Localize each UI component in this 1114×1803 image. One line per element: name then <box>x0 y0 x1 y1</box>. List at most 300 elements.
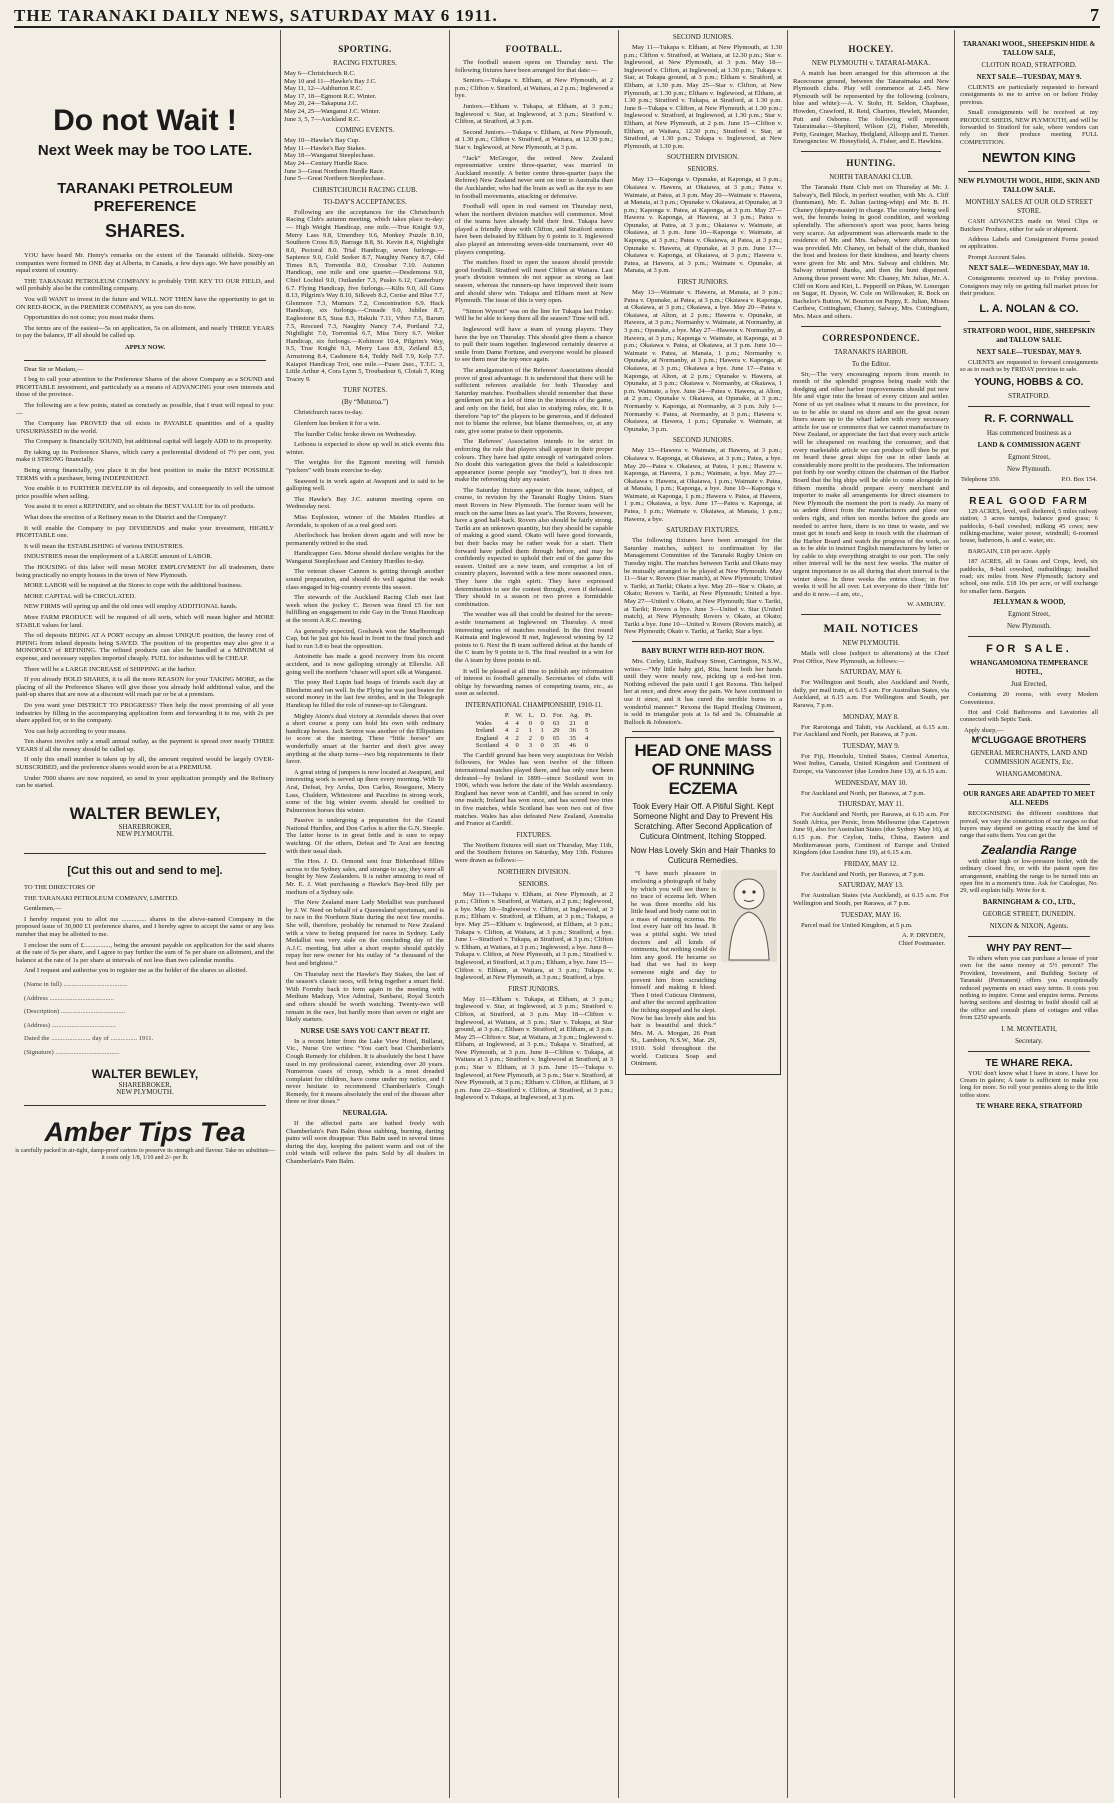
paragraph: If only this small number is taken up by all, the amount required would be largely OVER-SUBSCRIBED, and the preference shares would soon be at a PREMIUM. <box>16 756 274 772</box>
amber-tips-heading: Amber Tips Tea <box>44 1116 246 1147</box>
turf-byline: (By “Muturoa.”) <box>341 398 389 407</box>
paragraph: Under 7000 shares are now required, so send in your application promptly and the Refinery can be started. <box>16 774 274 790</box>
column-rule <box>280 30 281 1798</box>
jellyman-name: JELLYMAN & WOOD, <box>992 598 1066 607</box>
np-wool-sub: MONTHLY SALES AT OUR OLD STREET STORE. <box>965 198 1093 216</box>
paragraph: More FARM PRODUCE will be required of all sorts, which will mean higher and MORE STABLE values for land. <box>16 613 274 629</box>
divider <box>968 784 1090 785</box>
correspondence-heading: CORRESPONDENCE. <box>822 332 920 343</box>
for-sale-heading: FOR SALE. <box>986 643 1072 656</box>
coming-events-heading: COMING EVENTS. <box>335 126 395 135</box>
fixture-list <box>284 70 446 123</box>
paragraph: Seaweed is in work again at Awapuni and is said to be galloping well. <box>286 477 444 493</box>
table-header <box>473 712 502 720</box>
table-cell: 4 <box>504 719 509 727</box>
paragraph: It will be pleased at all time to publish any information of interest to football generally. Secretaries of clubs will oblige by forwarding names of competing teams, etc., as soon as selected. <box>455 667 613 698</box>
column-4-fixtures <box>622 30 784 1798</box>
table-cell: 2 <box>528 734 533 742</box>
hunting-heading: HUNTING. <box>846 157 896 168</box>
paragraph: CLIENTS are particularly requested to forward consignments to me to arrive on or before Friday previous. <box>960 84 1098 106</box>
np-wool-date: NEXT SALE—WEDNESDAY, MAY 10. <box>968 264 1090 273</box>
letter <box>14 366 276 790</box>
sporting-heading: SPORTING. <box>338 44 392 54</box>
real-good-farm-heading: REAL GOOD FARM <box>969 495 1089 507</box>
divider <box>801 151 941 152</box>
column-rule <box>954 30 955 1798</box>
signature-town: NEW PLYMOUTH. <box>116 830 174 839</box>
intro-paragraphs <box>14 252 276 340</box>
list-item: May 24, 25—Wanganui J.C. Winter. <box>284 107 381 115</box>
table-header: D. <box>540 711 547 719</box>
cornwall-business: LAND & COMMISSION AGENT <box>977 441 1081 450</box>
hunting-text: The Taranaki Hunt Club met on Thursday at Mr. J. Salway's, Bell Block, in perfect weather, with Mr. A. Cliff (huntsman), Mr. E. Julian (acting-whip) and Mr. B. H. Chaney (deputy-master) in charge. The country being well wet, the hounds being in good condition, and working splendidly. The afternoon's sport was poor, hares being very scarce. An adjournment was afterwards made to the residence of Mr. and Mrs. Salway, where afternoon tea was provided. Mr. Chaney, on behalf of the club, thanked the host and hostess for their kindness, and hearty cheers were given for Mr. and Mrs. Salway and children. Mr. Salway returned thanks, and then the hunt dispersed. Among those present were: Mr. Chaney, Mr. Julian, Mr. A. Cliff on Koru and Kiri, L. Pepperill on Pikau, W. Lonergan on Sugar, H. Dyson, W. Cole on Willowaker, R. Bock on Bachelor's Button, W. Bourton on Puppy, E. Julian, Misses Carthew, Cottingham, Chaney, Salway, Mrs. Cottingham, Mrs. Mace and others. <box>793 183 949 321</box>
table-cell: 0 <box>585 742 589 750</box>
neuralgia-heading: NEURALGIA. <box>342 1109 388 1118</box>
why-pay-rent-heading: WHY PAY RENT— <box>986 942 1072 954</box>
table-cell: Wales <box>475 719 492 727</box>
form-field: (Name in full) ....................................... <box>24 980 128 988</box>
paragraph: Aberlochock has broken down again and will now be permanently retired to the stud. <box>286 532 444 547</box>
mail-detail: For Australian States (via Auckland), at 6.15 a.m. For Wellington and South, per Rarawa, at 7 p.m. <box>793 892 949 907</box>
signature-title: SHAREBROKER, <box>118 822 172 831</box>
second-juniors-heading: SECOND JUNIORS. <box>672 33 734 41</box>
cornwall-name: R. F. CORNWALL <box>984 413 1074 426</box>
paragraph: Do you want your DISTRICT TO PROGRESS? Then help the most promising of all your industries by filling in the accompanying application form and forwarding it to me, with 2s per share applied for, or to the company. <box>16 701 274 725</box>
table-header-row <box>473 712 595 720</box>
paragraph: If you already HOLD SHARES, it is all the more REASON for your TAKING MORE, as the placing of all the Preference Shares will give those you already hold additional value, and the paid-up shares that are now at a discount will reach par or be at a premium. <box>16 676 274 699</box>
mail-intro: Mails will close (subject to alterations) at the Chief Post Office, New Plymouth, as follows:— <box>793 650 949 665</box>
form-line: I hereby request you to allot me ............... shares in the above-named Company in the proposed issue of 30,000 £1 preference shares, and I hereby agree to accept the same or any less number that may be allotted to me. <box>16 915 274 938</box>
list-item: May 10—Hawke's Bay Cup. <box>284 137 360 145</box>
next-week-heading: Next Week may be TOO LATE. <box>37 142 253 159</box>
table-header: Pt. <box>585 711 593 719</box>
table-cell: Scotland <box>475 742 499 750</box>
events-list <box>284 137 446 183</box>
mail-day: THURSDAY, MAY 11. <box>838 800 904 809</box>
mail-notices-heading: MAIL NOTICES <box>823 621 919 636</box>
form-field: (Address) ....................................... <box>24 1021 116 1029</box>
acceptances-text: Following are the acceptances for the Christchurch Racing Club's autumn meeting, which takes place to-day:— High Weight Handicap, one mile.—True Knight 9.9, Merry Lass 9.8, Umentbey 9.6, Monkey Puzzle 8.10, Southern Cross 8.9, Barrage 8.8, St. Kevin 8.4, Nightlight 8.0, Pectoral 8.0. Trial Handicap, seven furlongs.—Sapience 9.0, Cold Seeker 8.7, Naughty Nancy 8.7, Old Times 8.5, Torrentila 8.0, Crossbar 7.10. Autumn Handicap, one mile and one quarter.—Desdemona 9.0, Chief Lochiel 9.0, Outlander 7.3, Pusko 6.12, Canterbury 6.7. Flying Handicap, five furlongs.—Kilts 9.0, All Guns 8.13, Pilgrim's Way 8.10, Silkweb 8.2, Cerise and Blue 7.7, Glenmore 7.3, Mumurs 7.2, Concentration 6.9. Hack Handicap, six furlongs.—Crusade 9.0, Jubilee 8.7, Eaglestone 8.5, Susa 8.3, Hakulu 7.11, Vibro 7.5, Barum 7.5, Rescued 7.3, Naughty Nancy 7.4, Portland 7.2, Nightlight 7.0, Torrential 6.7, Miss Terry 6.7. Welter Handicap, six furlongs.—Kohinoor 10.4, Pilgrim's Way, 9.5, True Knight 9.3, Merry Lass 8.9, Zeiland 8.5, Armstrong 8.4, Cashmere 8.4, Teddy Nell 7.9, Kelp 7.7. Kaiapoi Handicap Trot, one mile.—Fusee 2sec., T.T.C. 3, Little Arthur 4, Cora Lynn 5, Troubadour 6, Clotah 7, King Tracey 9. <box>286 208 444 383</box>
hockey-heading: HOCKEY. <box>848 44 894 54</box>
apply-now: APPLY NOW. <box>124 343 166 351</box>
postmaster-name: A. P. DRYDEN, <box>901 932 945 940</box>
table-cell: 35 <box>569 734 576 742</box>
column-6-classifieds <box>958 30 1100 1798</box>
masthead <box>14 6 1100 28</box>
form-line: I enclose the sum of £................, being the amount payable on application for the said shares at the rate of 5s per share, and I agree to pay further the sum of 5s per share on allotment, and the balance at the rate of 1s per share at intervals of not less than two calendar months. <box>16 941 274 964</box>
football-heading: FOOTBALL. <box>505 44 563 54</box>
paragraph: The HOUSING of this labor will mean MORE EMPLOYMENT for all tradesmen, there being practically no empty houses in the town of New Plymouth. <box>16 564 274 579</box>
paragraph: YOU have heard Mr. Henry's remarks on the extent of the Taranaki oilfields. Sixty-one companies were formed in ONE day at Alberta, in Canada, a few days ago. We have possibly an equal extent of country. <box>16 252 274 275</box>
southern-first-juniors-heading: FIRST JUNIORS. <box>677 278 729 287</box>
table-cell: 2 <box>515 727 519 735</box>
hunting-subheading: NORTH TARANAKI CLUB. <box>829 172 913 181</box>
signature-name: WALTER BEWLEY, <box>69 803 221 823</box>
table-cell: 21 <box>569 719 576 727</box>
first-juniors-fixtures: May 11—Eltham v. Tukapa, at Eltham, at 3 p.m.; Inglewood v. Star, at Inglewood, at 3 p.m.; Stratford v. Clifton, at Stratford, at 3 p.m. May 18—Clifton v. Inglewood, at Waitara, at 3 p.m.; Star v. Tukapa, at Star ground, at 3 p.m.; Eltham v. Stratford, at Eltham, at 3 p.m. May 25—Clifton v. Star, at Waitara, at 3 p.m.; Inglewood v. Eltham, at Inglewood, at 3 p.m.; Tukapa v. Stratford, at New Plymouth, at 3 p.m. June 8—Clifton v. Tukapa, at Waitara at 3 p.m.; Stratford v. Inglewood at Stratford, at 3 p.m.; Star v. Eltham, at 3 p.m. June 15—Tukapa v. Inglewood, at New Plymouth, at 3 p.m.; Star v. Stratford, at New Plymouth, at 3 p.m.; Eltham v. Clifton, at Eltham, at 3 p.m. June 22—Stratford v. Clifton, at Stratford, at 3 p.m.; Inglewood v. Tukapa, at Inglewood, at 3 p.m. <box>455 995 613 1102</box>
form-field: (Address ....................................... <box>24 994 114 1002</box>
mail-detail: For Auckland and North, per Rarawa, at 7 p.m. <box>801 870 926 878</box>
young-hobbs-town: STRATFORD. <box>1008 392 1050 401</box>
hotel-text: Hot and Cold Bathrooms and Lavatories all connected with Septic Tank. <box>960 709 1098 724</box>
paragraph: On Thursday next the Hawke's Bay Stakes, the last of the season's classic races, will bring together a smart field. With Formby back to form again in the meeting with Medium Madcap, Vice Admiral, Sunbarst, Royal Scotch and others should be worth watching. Twenty-two will remain in the race, but hardly more than seven or eight are likely starters. <box>286 970 444 1024</box>
northern-heading: NORTHERN DIVISION. <box>497 867 571 876</box>
mail-day: TUESDAY, MAY 9. <box>842 741 900 750</box>
column-3-football <box>453 30 615 1798</box>
paragraph: The Referees' Association intends to be strict in enforcing the rule that players shall appear in their proper colours. They have had quite enough of variegated colors. No doubt this variegation gives the field a kaleidoscopic appearance (some people say “motley”), but it does not make the refereeing duty any easier. <box>455 438 613 484</box>
barningham-agents: NIXON & NIXON, Agents. <box>989 921 1069 930</box>
table-row <box>473 735 595 743</box>
paragraph: You can help according to your means. <box>24 727 127 735</box>
list-item: June 3—Great Northern Hurdle Race. <box>284 167 385 175</box>
te-whare-reka-footer: TE WHARE REKA, STRATFORD <box>975 1102 1083 1111</box>
hockey-subheading: NEW PLYMOUTH v. TATARAI-MAKA. <box>811 59 931 67</box>
list-item: May 17, 18—Egmont R.C. Winter. <box>284 92 377 100</box>
wool-sale-heading: TARANAKI WOOL, SHEEPSKIN HIDE & TALLOW SALE, <box>962 40 1096 57</box>
ranges-text: RECOGNISING the different conditions that prevail, we vary the construction of our ranges so that buyers may depend on getting exactly the kind of range that suits them. You can get the <box>960 810 1098 840</box>
hotel-erected: Just Erected, <box>1011 680 1047 689</box>
zealandia-range-name: Zealandia Range <box>981 842 1077 857</box>
shares-heading: SHARES. <box>104 221 185 241</box>
form-line: THE TARANAKI PETROLEUM COMPANY, LIMITED. <box>24 894 179 902</box>
form-field: Dated the ........................ day of ................ 1911. <box>24 1035 154 1043</box>
list-item: May 11—Hawke's Bay Stakes. <box>284 144 366 152</box>
nurse-heading: NURSE USE SAYS YOU CAN'T BEAT IT. <box>300 1026 430 1035</box>
divider <box>632 641 774 642</box>
column-rule <box>618 30 619 1798</box>
paragraph: The Northern fixtures will start on Thursday, May 11th, and the Southern fixtures on Saturday, May 13th. Fixtures were drawn as follows:— <box>455 841 613 864</box>
hockey-text: A match has been arranged for this afternoon at the Racecourse ground, between the Tataraimaka and New Plymouth clubs. Play will commence at 2.45. New Plymouth will be represented by the following (colours, blue and white):—A. V. Stohr, H. Seldon, Chapbase, Howden, Crawford, R. Reid, Chartres, Hewlett, Maunder, Putt and Osborne. The following will represent Tataraimaka:—Shepherd, Wilson (2), Fisher, Meredith, Petty, Grainger, Mackay, Hedgland, Allsopp and E. Turner. Emergencies: W. Honeyfield, A. Fisher, and E. Hawkins. <box>793 70 949 146</box>
baby-burnt-heading: BABY BURNT WITH RED-HOT IRON. <box>641 646 765 655</box>
seniors-heading: SENIORS. <box>518 879 550 888</box>
table-cell: 1 <box>540 727 544 735</box>
paragraph: The Company is financially SOUND, but additional capital will largely ADD to its prosperity. <box>24 438 273 446</box>
farm-price: BARGAIN, £18 per acre. Apply <box>968 547 1051 555</box>
table-cell: 36 <box>569 727 576 735</box>
table-cell: England <box>475 734 498 742</box>
second-juniors-fixtures: May 11—Tukapa v. Eltham, at New Plymouth, at 1.30 p.m.; Clifton v. Stratford, at Waitara, at 12.30 p.m.; Star v. Inglewood, at New Plymouth, at 3 p.m. May 18—Inglewood v. Clifton, at Inglewood, at 1.30 p.m.; Tukapa v. Star, at Tukapa ground, at 3 p.m.; Eltham v. Stratford, at Eltham, at 1.30 p.m. May 25—Star v. Clifton, at New Plymouth, at 1.30 p.m.; Eltham v. Inglewood, at Eltham, at 1.30 p.m.; Stratford v. Tukapa, at Stratford, at 1.30 p.m. June 8—Tukapa v. Clifton, at New Plymouth, at 1.30 p.m.; Inglewood v. Stratford, at Inglewood, at 1.30 p.m.; Star v. Eltham, at New Plymouth, at 2 p.m. June 15—Clifton v. Eltham, at Waitara, 12.30 p.m.; Stratford v. Star, at Stratford, at 1.30 p.m.; Tukapa v. Inglewood, at New Plymouth, at 1.30 p.m. <box>624 44 782 150</box>
page-number: 7 <box>1090 5 1100 25</box>
correspondence-signature: W. AMBURY. <box>907 601 945 609</box>
neuralgia-text: If the affected parts are bathed freely with Chamberlain's Pain Balm those stabbing, burning, darting pains will soon disappear. This Balm used in several times during the day, keeping the patient warm and out of the cold winds will relieve the pain. Sold by all dealers in Chamberlain's Pain Balm. <box>286 1120 444 1166</box>
mail-schedule <box>791 668 951 929</box>
te-whare-reka-heading: TE WHARE REKA. <box>985 1057 1073 1069</box>
paragraph: Dear Sir or Madam,— <box>24 365 84 373</box>
hotel-heading: WHANGAMOMONA TEMPERANCE HOTEL, <box>969 659 1089 677</box>
paragraph: Juniors.—Eltham v. Tukapa, at Eltham, at 3 p.m.; Inglewood v. Star, at Inglewood, at 3 p.m.; Stratford v. Clifton, at Stratford, at 3 p.m. <box>455 102 613 126</box>
paragraph: MORE CAPITAL will be CIRCULATED. <box>24 592 136 600</box>
seniors-fixtures: May 11—Tukapa v. Eltham, at New Plymouth, at 2 p.m.; Clifton v. Stratford, at Waitara, at 2 p.m.; Inglewood, a bye. May 18—Inglewood v. Clifton, at Inglewood, at 3 p.m.; Eltham v. Stratford, at Eltham, at 3 p.m.; Tukapa, a bye. May 25—Eltham v. Inglewood, at Eltham, at 3 p.m.; Tukapa v. Clifton, at Waitara, at 3 p.m.; Stratford, a bye. June 1—Stratford v. Tukapa, at Stratford, at 3 p.m.; Clifton v. Eltham, at Waitara, at 3 p.m.; Inglewood, a bye. June 8—Tukapa v. Clifton, at New Plymouth, at 3 p.m.; Stratford v. Inglewood, at Stratford, at 3 p.m.; Eltham, a bye. June 15—Clifton v. Eltham, at Waitara, at 3 p.m.; Tukapa v. Inglewood, at New Plymouth, at 3 p.m.; Stratford, a bye. <box>455 890 613 982</box>
list-item: May 6—Christchurch R.C. <box>284 70 356 77</box>
signature-title-2: SHAREBROKER, <box>118 1080 172 1089</box>
saturday-fixtures: The following fixtures have been arranged for the Saturday matches, subject to confirmation by the Management Committee of the Taranaki Rugby Union on Tuesday night. The matches between Tariki and Okato may be mutually arranged to be played at New Plymouth. May 11—Star v. Rovers (Star match), at New Plymouth; United v. Tariki, at Tariki; Okato a bye. May 20—Star v. Okato, at Okato; Rovers v. Tariki, at New Plymouth; United a bye. May 27—United v. Okato, at New Plymouth; Star v. Tariki, at Tariki; Rovers a bye. June 3—United v. Star (United match), at New Plymouth; Rovers v. Okato, at Okato; Tariki a bye. June 10—United v. Rovers (Rovers match), at New Plymouth; Okato v. Tariki, at Tariki; Star a bye. <box>624 537 782 636</box>
paragraph: A great string of jumpers is now located at Awapuni, and interesting work is served up there every morning. With Te Arai, Defeat, Ivy Aroha, Don Carlos, Roseguere, Merry Lass, Chaldern, Whitestone and Pacelino in strong work, some of the big winter events should be credited to Palmerston horses this winter. <box>286 768 444 814</box>
southern-second-juniors-fixtures: May 13—Hawera v. Waimate, at Hawera, at 3 p.m.; Okaiawa v. Kaponga, at Okaiawa, at 3 p.m.; Patea, a bye. May 20—Patea v. Okaiawa, at Patea, 1 p.m.; Hawera v. Kaponga, at Hawera, 1 p.m.; Waimate, a bye. May 27—Okaiawa v. Hawera, at Okaiawa, 1 p.m.; Waimate v. Patea, at Manaia, 1 p.m.; Kaponga, a bye. June 10—Kaponga v. Waimate, at Kaponga, 1 p.m.; Hawera v. Patea, at Hawera, 1 p.m.; Okaiawa, a bye. June 17—Patea v. Kaponga, at Patea, 1 p.m.; Waimate v. Okaiawa, at Manaia, 1 p.m.; Hawera, a bye. <box>624 447 782 523</box>
eczema-subhead-2: Now Has Lovely Skin and Hair Thanks to Cuticura Remedies. <box>630 846 776 866</box>
eczema-text: “I have much pleasure in enclosing a photograph of baby by which you will see there is no trace of eczema left. When he was three months old his little head and body came out in a mass of running eczema. He lost every hair off his head. It was a pitiful sight. We tried doctors and all kinds of ointments, but nothing could do him any good. He became so bad that we had to keep someone night and day to prevent him from scratching himself and making it bleed. Then I tried Cuticura Ointment, and after the second application the itching stopped and he slept. Now he has lovely skin and his hair is beautiful and thick.” Mrs. M. A. Morgan, 26 Pratt St., Lambton, N.S.W., Mar. 29, 1910. Sold throughout the world. Cuticura Soap and Ointment. <box>631 870 716 1068</box>
paragraph: The following are a few points, stated as concisely as possible, that I trust will repeal to you:— <box>16 401 274 417</box>
table-cell: 4 <box>504 742 509 750</box>
form-field: (Description) ....................................... <box>24 1008 126 1016</box>
mail-day: WEDNESDAY, MAY 10. <box>834 778 908 787</box>
table-header: Ag. <box>569 711 580 719</box>
paragraph: The stewards of the Auckland Racing Club met last week when the jockey C. Brown was fined £5 for not fulfilling an engagement to ride Gay in the Tonui Handicap at the recent A.R.C. meeting. <box>286 594 444 625</box>
paragraph: Address Labels and Consignment Forms posted on application. <box>960 236 1098 251</box>
form-line: Gentlemen,— <box>24 905 62 913</box>
jellyman-town: New Plymouth. <box>1007 622 1051 631</box>
divider <box>968 1051 1090 1052</box>
petroleum-heading: TARANAKI PETROLEUM PREFERENCE <box>57 180 233 215</box>
football-notes <box>453 59 615 698</box>
paragraph: The football season opens on Thursday next. The following fixtures have been arranged for that date:— <box>455 59 613 74</box>
mail-day: TUESDAY, MAY 16. <box>840 910 902 919</box>
table-header: For. <box>552 711 564 719</box>
racing-fixtures-heading: RACING FIXTURES. <box>333 59 397 67</box>
mail-day: MONDAY, MAY 8. <box>843 712 899 721</box>
southern-seniors-heading: SENIORS. <box>687 165 719 174</box>
international-heading: INTERNATIONAL CHAMPIONSHIP, 1910-11. <box>465 700 603 709</box>
table-header: P. <box>504 711 510 719</box>
paragraph: The New Zealand mare Lady Medallist was purchased by J. W. Need on behalf of a Queensland sportsman, and is to race in the Northern State during the next few months. She will, therefore, probably be returned to New Zealand with a view to being prepared for races in Sydney. Lady Medallist was very stale on the concluding day of the A.J.C. meeting, but after a short respite should quickly repay her new owner for his outlay of “a thousand of the best and brightest.” <box>286 899 444 967</box>
table-cell: 0 <box>540 719 544 727</box>
divider <box>801 326 941 327</box>
table-cell: 35 <box>552 742 560 750</box>
mail-detail: For Rarotonga and Tahiti, via Auckland, at 6.15 a.m. For Auckland and North, per Rarawa, at 7 p.m. <box>793 723 949 739</box>
barningham-name: BARNINGHAM & CO., LTD., <box>982 897 1076 906</box>
paragraph: As generally expected, Goshawk won the Marlborough Cup, but he just got his head in front in the final pinch and had to run 3.8 to beat the opposition. <box>286 627 444 650</box>
paragraph: CASH ADVANCES made on Wool Clips or Butchers' Produce, either for sale or shipment. <box>960 218 1098 233</box>
turf-notes <box>284 409 446 1023</box>
list-item: May 11, 12—Ashburton R.C. <box>284 85 363 93</box>
championship-table <box>473 712 595 750</box>
acceptances-heading: TO-DAY'S ACCEPTANCES. <box>323 197 407 206</box>
cornwall-text: Has commenced business as a <box>986 429 1072 438</box>
paragraph: The veteran chaser Cannon is getting through another sound preparation, and should do well against the weak class engaged in big-country events this season. <box>286 568 444 591</box>
paragraph: THE TARANAKI PETROLEUM COMPANY is probably THE KEY TO OUR FIELD, and will probably also be the controlling company. <box>16 277 274 293</box>
paragraph: The terms are of the easiest—5s on application, 5s on allotment, and nearly THREE YEARS to pay the balance, IF all should be called up. <box>16 324 274 340</box>
masthead-title: THE TARANAKI DAILY NEWS, SATURDAY MAY 6 1911. <box>14 6 498 25</box>
eczema-subhead: Took Every Hair Off. A Pitiful Sight. Kept Someone Night and Day to Prevent His Scratching. After Second Application of Cuticura Ointment, Itching Stopped. <box>632 802 774 842</box>
cornwall-telephone: Telephone 359. <box>961 476 1001 484</box>
mail-day: FRIDAY, MAY 12. <box>844 859 898 868</box>
column-rule <box>787 30 788 1798</box>
divider <box>968 636 1090 637</box>
mccluggage-name: M'CLUGGAGE BROTHERS <box>971 735 1087 746</box>
divider <box>24 1105 266 1106</box>
paragraph: You enable it to FURTHER DEVELOP its oil deposits, and consequently to sell the utmost price possible when selling. <box>16 485 274 500</box>
baby-photo-illustration <box>721 870 777 962</box>
paragraph: Handicapper Geo. Morse should declare weights for the Wanganui Steeplechase and Century Hurdles to-day. <box>286 550 444 565</box>
paragraph: You will WANT to invest in the future and WILL NOT THEN have the opportunity to get in ON RED-ROCK, in the PREMIER COMPANY, as you can do now. <box>16 295 274 311</box>
nolan-name: L. A. NOLAN & CO. <box>979 302 1079 315</box>
table-cell: 8 <box>585 719 589 727</box>
wool-sale-address: CLOTON ROAD, STRATFORD. <box>981 61 1077 69</box>
list-item: June 3, 5, 7—Auckland R.C. <box>284 115 361 123</box>
paragraph: “Simon Wynott” was on the line for Tukapa last Friday. Will he be able to keep there all the season? Time will tell. <box>455 307 613 323</box>
column-rule <box>449 30 450 1798</box>
np-wool-heading: NEW PLYMOUTH WOOL, HIDE, SKIN AND TALLOW SALE. <box>958 177 1100 195</box>
paragraph: NEW FIRMS will spring up and the old ones will employ ADDITIONAL hands. <box>24 603 238 611</box>
table-cell: 2 <box>515 734 519 742</box>
paragraph: It will enable the Company to pay DIVIDENDS and make your investment, HIGHLY PROFITABLE one. <box>16 524 274 540</box>
mail-subheading: NEW PLYMOUTH. <box>842 639 900 648</box>
paragraph: You assist it to erect a REFINERY, and so obtain the BEST VALUE for its oil products. <box>24 503 256 511</box>
why-pay-rent-text: To others when you can purchase a house of your own for the same money at 5½ percent? The Provident, Investment, and Building Society of Taranaki (Permanent) offers you exceptionally reduced payments on exact easy terms. It costs you nothing to inquire. Come and enquire terms. Persons having sections and desiring to build should call at the office and consult plans of cottages and villas from £250 upwards. <box>960 954 1098 1022</box>
cuticura-ad <box>625 737 781 1074</box>
paragraph: The matches fixed to open the season should provide good football. Stratford will meet Clifton at Waitara. Last year's division winners do not appear as strong as last season, whereas the runners-up have improved their team and should show win. Tukapa and Eltham meet at New Plymouth. The issue of this is very open. <box>455 259 613 305</box>
list-item: June 5—Great Northern Steeplechase. <box>284 175 386 183</box>
jellyman-street: Egmont Street, <box>1008 610 1050 619</box>
postmaster-title: Chief Postmaster. <box>898 939 945 947</box>
table-header: L. <box>528 711 535 719</box>
paragraph: The oil deposits BEING AT A PORT occupy an almost UNIQUE position, the heavy cost of PIPING from inland deposits being SAVED. The position of its properties may also give it a MONOPOLY of REFINING. The refined products can also be handled at a MINIMUM of expense, and necessary supplies imported cheaply. FUEL for industries will be CHEAP. <box>16 632 274 662</box>
amber-tips-note: is carefully packed in air-tight, damp-proof cartons to preserve its strength and flavour. Take no substitute—it costs only 1/8, 1/10 and 2/- per lb. <box>15 1147 275 1161</box>
paragraph: Seniors.—Tukapa v. Eltham, at New Plymouth, at 2 p.m.; Clifton v. Stratford, at Waitara, at 2 p.m.; Inglewood a bye. <box>455 77 613 100</box>
paragraph: Ten shares involve only a small annual outlay, as the payment is spread over nearly THREE YEARS if all the money should be called up. <box>16 738 274 753</box>
form-line: And I request and authorise you to register me as the holder of the shares so allotted. <box>24 967 248 975</box>
paragraph: Antoinette has made a good recovery from his recent accident, and is now galloping strongly at Ellerslie. All going well the northern ‘chaser will sport silk at Wanganui. <box>286 653 444 676</box>
christchurch-heading: CHRISTCHURCH RACING CLUB. <box>312 185 418 194</box>
paragraph: Football will open in real earnest on Thursday next, when the northern division matches will commence. Most of the teams have already held their first. Tukapa have played a friendly draw with Clifton, and Stratford seniors have been defeated by Eltham by 6 points to 3. Inglewood also played an interesting seven-side tournament, over 40 players competing. <box>455 203 613 256</box>
paragraph: Inglewood will have a team of young players. They have the bye on Thursday. This should give them a chance to pull their team together. Inglewood certainly deserve a smile from Dame Fortune, and everyone would be pleased to see them near the top once again. <box>455 326 613 364</box>
table-cell: 29 <box>552 727 560 735</box>
stratford-wool-date: NEXT SALE—TUESDAY, MAY 9. <box>976 347 1082 356</box>
mail-detail: For Auckland and North, per Rarawa, at 7 p.m. <box>801 789 926 797</box>
paragraph: MORE LABOR will be required at the Stores to cope with the additional business. <box>24 582 243 590</box>
paragraph: The weather was all that could be desired for the seven-a-side tournament at Inglewood on Thursday. A most interesting series of matches resulted. In the first round Kaimata and Inglewood B met, Inglewood winning by 12 points to 6. Next the B team suffered defeat at the hands of the C team by 9 points to 6. The final resulted in a win for the A team by three points to nil. <box>455 611 613 664</box>
table-row <box>473 720 595 728</box>
young-hobbs-name: YOUNG, HOBBS & CO. <box>974 377 1084 389</box>
farm-listing: 129 ACRES, level, well sheltered, 5 miles railway station; 3 acres turnips, balance good grass; 6 paddocks, 6-bail cowshed; milking 45 cows; new milking-machine, water power, windmill; 6-roomed house, bathroom, h. and c. water, etc. <box>960 507 1098 545</box>
nurse-text: In a recent letter from the Lake View Hotel, Bullarat, Vic., Nurse Ure writes: “You can't beat Chamberlain's Cough Remedy for children. It is absolutely the best I have used in my professional career, extending over 20 years. Numerous cases of croup, which is a most dreaded complaint for children, have come under my notice, and I never hesitate to recommend Chamberlain's Cough Remedy, for it means absolutely the end of the disease after three or four doses.” <box>286 1037 444 1106</box>
paragraph: It will mean the ESTABLISHING of various INDUSTRIES. <box>24 542 184 550</box>
table-cell: 0 <box>540 734 544 742</box>
paragraph: What does the erection of a Refinery mean to the District and the Company? <box>24 514 226 522</box>
cornwall-pobox: P.O. Box 154. <box>1061 476 1097 484</box>
paragraph: The Hon. J. D. Ormond sent four Birkenhead fillies across to the Sydney sales, and strange to say, they were all bought by New Zealanders. It is rather amusing to read of Mr. E. J. Watt purchasing a Hawke's Bay-bred filly per medium of a Sydney sale. <box>286 858 444 896</box>
paragraph: The pony Red Lupin had heaps of friends each day at Blenheim and ran well. In the Flying he was just beaten for second money in the last few strides, and in the Telegraph Handicap he filled the role of runner-up to Glengrant. <box>286 679 444 709</box>
paragraph: “Jack” McGregor, the retired New Zealand representative centre three-quarter, was married in Auckland recently. A better centre three-quarter (says the Referee) New Zealand never sent on tour to Australia than the Aucklander, who had the brain as well as the eye to see in football movements, attacking or defensive. <box>455 154 613 200</box>
southern-seniors-fixtures: May 13—Kaponga v. Opunake, at Kaponga, at 3 p.m.; Okaiawa v. Hawera, at Okaiawa, at 3 p.m.; Patea v. Waimate, at Patea, at 3 p.m. May 20—Waimate v. Hawera, at Manaia, at 3 p.m.; Opunake v. Okaiawa, at Opunake, at 3 p.m.; Kaponga v. Patea, at Kaponga, at 3 p.m. May 27—Hawera v. Kaponga, at Hawera, at 3 p.m.; Patea v. Opunake, at Patea, at 3 p.m.; Okaiawa v. Waimate, at Okaiawa, at 3 p.m. June 10—Kaponga v. Waimate, at Kaponga, at 3 p.m.; Patea v. Okaiawa, at Patea, at 3 p.m.; Opunake v. Hawera, at Opunake, at 3 p.m. June 17—Okaiawa v. Kaponga, at Okaiawa, at 3 p.m.; Hawera v. Patea, at Hawera, at 3 p.m.; Waimate v. Opunake, at Manaia, at 3 p.m. <box>624 176 782 275</box>
divider <box>968 321 1090 322</box>
paragraph: Prompt Account Sales. <box>968 253 1027 261</box>
saturday-fixtures-heading: SATURDAY FIXTURES. <box>666 526 740 535</box>
paragraph: Leibonu is expected to show up well in stick events this winter. <box>286 441 444 456</box>
paragraph: Mighty Atom's dual victory at Avondale shows that over a short course a pony can hold his own with ordinary handicap horses. Jack Sexton was another of the Ellipsitans to score at the meeting. These “little horses” are wonderfully smart at the barrier and don't give away anything at the sharp turns—two big requirements in their favor. <box>286 712 444 766</box>
wool-sale-date: NEXT SALE—TUESDAY, MAY 9. <box>976 73 1082 81</box>
table-cell: 5 <box>585 727 589 735</box>
farm-listing: 187 ACRES, all in Grass and Crops, level, six paddocks, 8-bail cowshed, outbuildings; installed road; six miles from New Plymouth; factory and school, one mile. £18 10s per acre, or will exchange for smaller farm. Bargain. <box>960 558 1098 595</box>
monteath-name: I. M. MONTEATH, <box>1001 1024 1057 1033</box>
newton-king-name: NEWTON KING <box>982 150 1076 166</box>
cornwall-street: Egmont Street, <box>1008 453 1050 462</box>
table-header: W. <box>515 711 523 719</box>
table-cell: 0 <box>528 719 533 727</box>
monteath-title: Secretary. <box>1015 1036 1043 1045</box>
application-form <box>14 884 276 1057</box>
list-item: May 20, 24—Takapuna J.C. <box>284 100 359 108</box>
signature-name-2: WALTER BEWLEY, <box>91 1066 199 1081</box>
table-cell: 4 <box>515 719 519 727</box>
form-line: TO THE DIRECTORS OF <box>24 884 96 892</box>
mccluggage-business: GENERAL MERCHANTS, LAND AND COMMISSION AGENTS, Etc. <box>970 749 1088 767</box>
stratford-wool-heading: STRATFORD WOOL, HIDE, SHEEPSKIN and TALLOW SALE. <box>963 326 1095 344</box>
mccluggage-town: WHANGAMOMONA. <box>995 770 1063 779</box>
table-cell: 1 <box>528 727 533 735</box>
divider <box>968 171 1090 172</box>
paragraph: Christchurch races to-day. <box>294 409 363 417</box>
paragraph: Glenfern has broken it for a win. <box>294 419 381 427</box>
table-cell: 65 <box>552 734 560 742</box>
paragraph: There will be a LARGE INCREASE of SHIPPING at the harbor. <box>24 665 196 673</box>
divider <box>24 360 266 361</box>
southern-heading: SOUTHERN DIVISION. <box>667 153 739 162</box>
paragraph: Being strong financially, you place it in the best position to make the BEST POSSIBLE TERMS with a purchaser, being INDEPENDENT. <box>16 467 274 482</box>
fixtures-heading: FIXTURES. <box>516 830 552 839</box>
mail-day: SATURDAY, MAY 6. <box>840 668 902 677</box>
paragraph: The amalgamation of the Referees' Associations should prove of great advantage. It is understood that there will be sufficient referees available for both Thursday and Saturday matches. Footballers should remember that these gentlemen put in a lot of time in the interests of the game, and only on the field, but also in studying rules, etc. It is therefore “up to” the players to be generous, and if defeated not to blame the referee, but blame themselves, or, at any rate, give some praise to their opponents. <box>455 366 613 435</box>
divider <box>801 614 941 615</box>
hotel-text: Containing 20 rooms, with every Modern Convenience. <box>960 691 1098 706</box>
table-cell: 4 <box>585 734 589 742</box>
cornwall-town: New Plymouth. <box>1007 465 1051 474</box>
mail-detail: For Fiji, Honolulu, United States, Central America, West Indies, Canada, United Kingdom and Continent of Europe, via Vancouver (due London June 13), at 6.15 a.m. <box>793 752 949 775</box>
baby-burnt-text: Mrs. Corley, Little, Railway Street, Carrington, N.S.W., writes:—“My little baby girl, Rita, burnt both her hands until they were nearly raw, picking up a red-hot iron. Nothing relieved the pain until I got Rexona. This helped her at once, and drew away the pain. We have continued to use it since, and it has cured the terrible burns in a wonderful manner.” Rexona the Rapid Healing Ointment, is sold in triangular pots at 1s 6d and 3s. Obtainable at Bullock & Johnston's. <box>624 657 782 726</box>
turf-notes-heading: TURF NOTES. <box>343 386 387 395</box>
paragraph: CLIENTS are requested to forward consignments so as to reach us by FRIDAY previous to sale. <box>960 358 1098 373</box>
paragraph: Second Juniors.—Tukapa v. Eltham, at New Plymouth, at 1.30 p.m.; Clifton v. Stratford, at Waitara, at 12.30 p.m.; Star v. Inglewood, at New Plymouth, at 3 p.m. <box>455 128 613 151</box>
table-cell: Ireland <box>475 727 495 735</box>
table-row <box>473 727 595 735</box>
barningham-address: GEORGE STREET, DUNEDIN. <box>982 909 1076 918</box>
paragraph: INDUSTRIES mean the employment of a LARGE amount of LABOR. <box>24 553 213 561</box>
correspondence-text: Sir,—The very encouraging reports from month to month of the splendid progress being made with the dredging and other harbor improvements should put new life and vigor into the breast of every citizen and settler. None of us yet realises what it means to the province, for us to be able to stand on shore and see the great ocean liners steam up to the wharf laden with every necessary article for use or commerce that we cannot manufacture in New Zealand, or appreciate the fact that every such article will be cheapened on reaching the consumer, and that every marketable article we can produce will then be put on board these great ships for use in other lands at considerably more profit to the producers. The information put forth by our worthy citizen the chairman of the Harbor Board that the big ships will be able to come alongside in fifteen months should prepare every merchant and importer to make all arrangements for direct steamers to New Plymouth the moment the port is ready. As many of us ardent direct from the manufacturers and place our orders right, and often ten months before the goods are needed to arrive here, there is no time to waste, and we must get in touch and keep in touch with the chairman of the Harbor Board and watch the progress of the work, so as to be able to instruct English manufacturers by letter or by cable to ship everything straight to our port. The only other interval will be the next few weeks. The matter of urgent importance to us all during that short interval is the winter show. In three weeks the entries close; in five weeks it will be all over. Let everyone do their ‘little bit’ and do it now.—I am, etc., <box>793 370 949 598</box>
zealandia-text: with either high or low-pressure boiler, with the ordinary closed fire, or with the patent open fire arrangement, enabling the range to be turned into an open fire in a moment's time. Ask for Catalogue, No. 29, will explain fully. Write for it. <box>960 857 1098 895</box>
paragraph: Consignments received up to Friday previous. Consignors may rely on getting full market prices for their produce. <box>960 275 1098 298</box>
southern-second-juniors-heading: SECOND JUNIORS. <box>672 436 734 445</box>
table-cell: 0 <box>515 742 519 750</box>
column-2-sporting <box>284 30 446 1798</box>
table-row <box>473 742 595 750</box>
southern-first-juniors-fixtures: May 13—Waimate v. Hawera, at Manaia, at 3 p.m.; Patea v. Opunake, at Patea, at 3 p.m.; Okaiawa v. Kaponga, at Okaiawa, at 3 p.m.; Okaiawa, a bye. May 20—Patea v. Okaiawa, at Alton, at 2 p.m.; Hawera v. Opunake, at Hawera, at 3 p.m.; Normanby v. Waimate, at Normanby, at 3 p.m.; Opunake, a bye. May 27—Hawera v. Normanby, at Hawera, at 3 p.m.; Kaponga v. Waimate, at Kaponga, at 3 p.m.; Okaiawa v. Patea, at Okaiawa, at 3 p.m. June 10—Waimate v. Patea, at Manaia, 1 p.m.; Normanby v. Opunake, at Normanby, at 3 p.m.; Hawera v. Kaponga, at Okaiawa, at 3 p.m.; Okaiawa a bye. June 17—Patea v. Kaponga, at Alton, at 2 p.m.; Opunake v. Hawera, at Opunake, at 3 p.m.; Okaiawa v. Normanby, at Okaiawa, 1 p.m. Waimate, a bye. June 24—Patea v. Hawera, at Alton, at 2 p.m.; Opunake v. Okaiawa, at Opunake, at 3 p.m.; Normanby v. Kaponga, at Normanby, at 3 p.m. July 1—Normanby v. Patea, at Normanby, at 3 p.m.; Hawera v. Okaiawa, at Hawera, 1 p.m.; Opunake v. Waimate, at Opunake, 3 p.m. <box>624 289 782 433</box>
eczema-headline: HEAD ONE MASS OF RUNNING ECZEMA <box>634 741 772 799</box>
mail-detail: For Wellington and South, also Auckland and North, daily, per mail train, at 6.15 a.m. For Australian States, via Auckland, at 6.15 a.m. For Wellington and South, per Rarawa, 7 p.m. <box>793 679 949 709</box>
divider <box>968 489 1090 490</box>
table-cell: 0 <box>540 742 544 750</box>
divider <box>632 731 774 732</box>
do-not-wait-heading: Do not Wait ! <box>53 104 237 137</box>
paragraph: The Saturday fixtures appear in this issue, subject, of course, to revision by the Taranaki Rugby Union. Stars meet Rovers in New Plymouth. The former team will be much on the same lines as last year's. The Rovers, however, have a good half-back. Rovers also should be fairly strong. Tariki are an unknown quantity, but they should be capable of making a good stand. Okato will have good forwards, but their backs may be rather weak for a start. Their forward have pulled them through before, and may be confidently expected to uphold their end of the game this season. United are a new team, and comprise a lot of country players, leavened with a few more seasoned ones. They have the right spirit. They have expressed determination to see the contest through, even if defeated. They should in a season or two prove a formidable combination. <box>455 486 613 608</box>
divider <box>968 406 1090 407</box>
table-cell: 4 <box>504 727 509 735</box>
cut-out-heading: [Cut this out and send to me]. <box>67 865 223 878</box>
column-5-miscellany <box>791 30 951 1798</box>
ranges-heading: OUR RANGES ARE ADAPTED TO MEET ALL NEEDS <box>963 790 1095 808</box>
divider <box>968 936 1090 937</box>
paragraph: The Hawke's Bay J.C. autumn meeting opens on Wednesday next. <box>286 495 444 511</box>
table-cell: 4 <box>504 734 509 742</box>
column-1-ad <box>14 30 276 1798</box>
paragraph: Small consignments will be received at my PRODUCE SHEDS, NEW PLYMOUTH, and will be forwarded to Stratford for sale, where vendors can rely on their produce meeting FULL COMPETITION. <box>960 109 1098 146</box>
form-field: (Signature) ....................................... <box>24 1048 120 1056</box>
paragraph: The Company has PROVED that oil exists in PAYABLE quantities and of a quality UNSURPASSED in the world. <box>16 420 274 435</box>
list-item: May 18—Wanganui Steeplechase. <box>284 152 375 160</box>
divider <box>24 853 266 854</box>
mail-detail: For Auckland and North, per Rarawa, at 6.15 a.m. For South Africa, per Persic, from Melbourne (due Capetown June 9), also for Australian States (due Sydney May 16), at 6.15 p.m. For Ceylon, India, China, Eastern and Mediterranean ports, Continent of Europe and United Kingdom (due London June 19), at 6.15 a.m. <box>793 811 949 857</box>
table-cell: 63 <box>552 719 560 727</box>
paragraph: Opportunities do not come; you must make them. <box>24 314 155 322</box>
table-cell: 3 <box>528 742 533 750</box>
